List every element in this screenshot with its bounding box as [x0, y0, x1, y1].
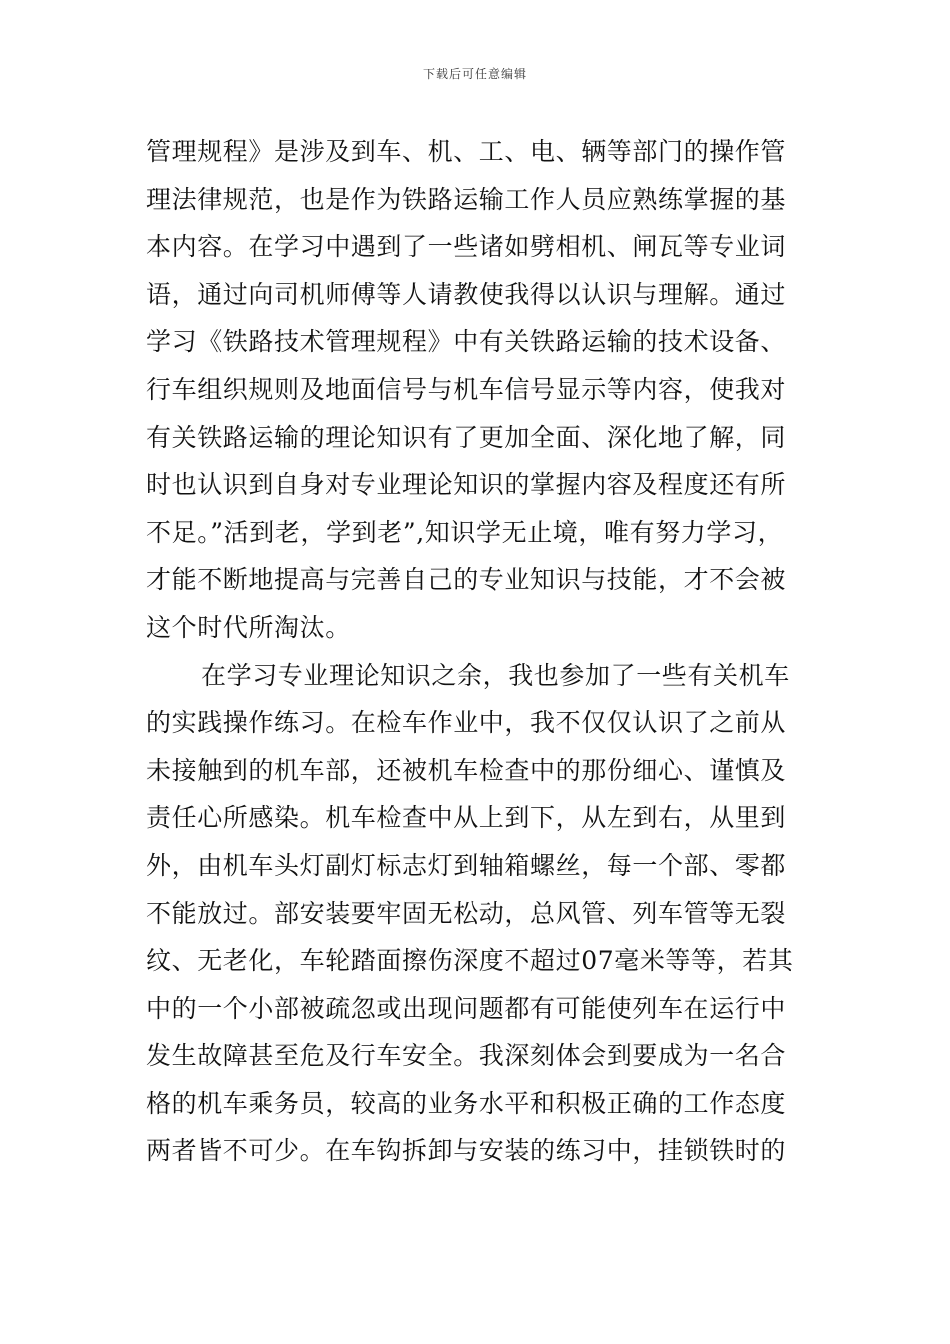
- text-line: 这个时代所淘汰。: [146, 612, 351, 642]
- text-line: 本内容。在学习中遇到了一些诸如劈相机、闸瓦等专业词: [146, 232, 787, 262]
- text-line: 外，由机车头灯副灯标志灯到轴箱螺丝，每一个部、零都: [146, 850, 787, 880]
- text-line: 理法律规范，也是作为铁路运输工作人员应熟练掌握的基: [146, 184, 787, 214]
- text-line: 语，通过向司机师傅等人请教使我得以认识与理解。通过: [146, 279, 787, 309]
- text-line: 未接触到的机车部，还被机车检查中的那份细心、谨慎及: [146, 755, 787, 785]
- text-line: 不能放过。部安装要牢固无松动，总风管、列车管等无裂: [146, 898, 787, 928]
- text-line: 责任心所感染。机车检查中从上到下，从左到右，从里到: [146, 803, 787, 833]
- text-line: 时也认识到自身对专业理论知识的掌握内容及程度还有所: [146, 470, 787, 500]
- text-line: 两者皆不可少。在车钩拆卸与安装的练习中，挂锁铁时的: [146, 1136, 787, 1166]
- text-line: 有关铁路运输的理论知识有了更加全面、深化地了解，同: [146, 422, 787, 452]
- text-line: 管理规程》是涉及到车、机、工、电、辆等部门的操作管: [146, 137, 787, 166]
- document-body: [146, 128, 814, 1175]
- text-line: 不足。”活到老，学到老”,知识学无止境，唯有努力学习，: [146, 517, 784, 547]
- paragraph-2: [146, 652, 814, 1176]
- page-header-note: 下载后可任意编辑: [422, 67, 527, 81]
- text-line: 中的一个小部被疏忽或出现问题都有可能使列车在运行中: [146, 993, 787, 1023]
- paragraph-1: [146, 128, 814, 652]
- text-line: 的实践操作练习。在检车作业中，我不仅仅认识了之前从: [146, 708, 787, 738]
- text-line: 行车组织规则及地面信号与机车信号显示等内容，使我对: [146, 374, 787, 404]
- text-line: 发生故障甚至危及行车安全。我深刻体会到要成为一名合: [146, 1041, 787, 1071]
- text-line: 纹、无老化，车轮踏面擦伤深度不超过07毫米等等，若其: [146, 946, 794, 976]
- text-line: 才能不断地提高与完善自己的专业知识与技能，才不会被: [146, 565, 787, 595]
- text-line-indented: 在学习专业理论知识之余，我也参加了一些有关机车: [201, 660, 790, 690]
- text-line: 学习《铁路技术管理规程》中有关铁路运输的技术设备、: [146, 327, 787, 357]
- text-line: 格的机车乘务员，较高的业务水平和积极正确的工作态度: [146, 1088, 787, 1118]
